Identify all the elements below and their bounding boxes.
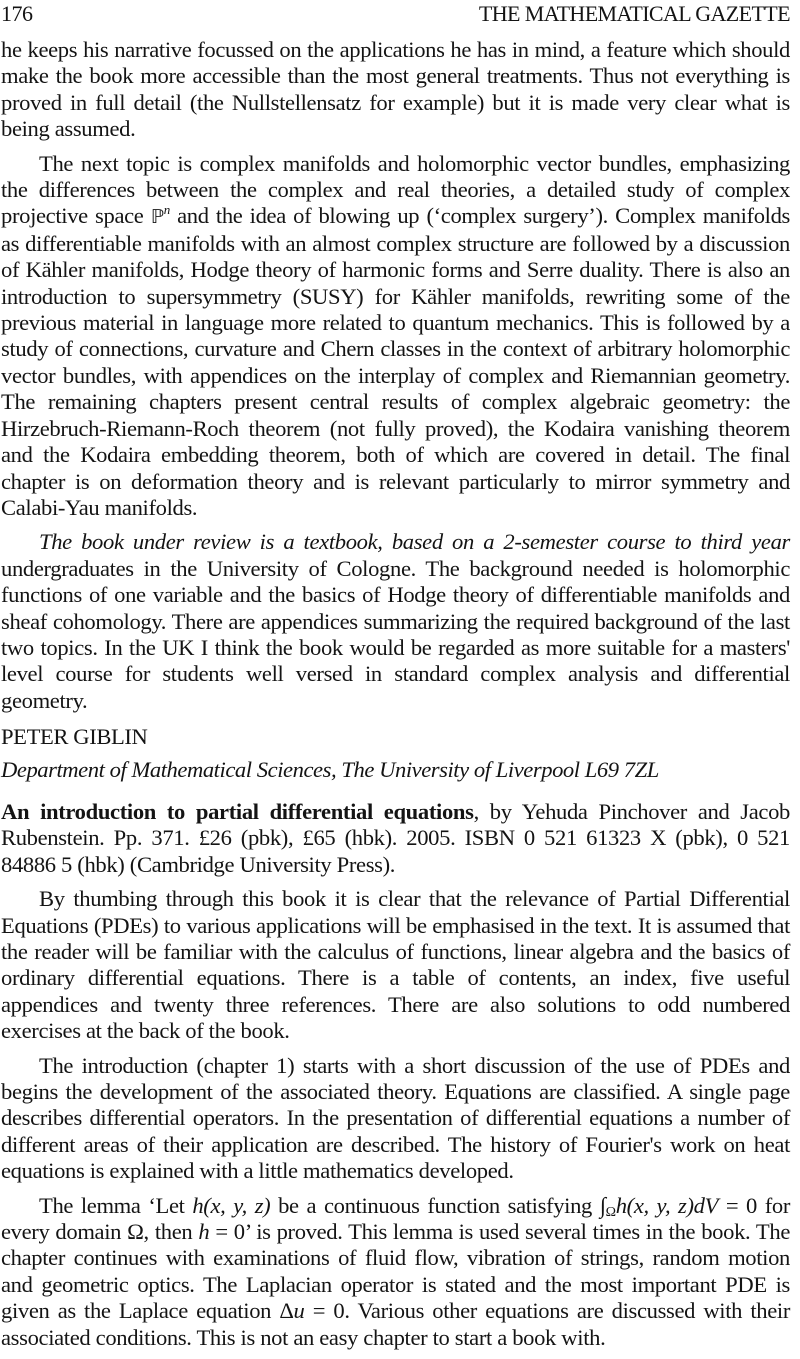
book-heading: [1, 799, 790, 878]
review1-paragraph-1: he keeps his narrative focussed on the applications he has in mind, a feature which should make the book more accessible than the most general treatments. Thus not everything is proved in full detail (the Nullstellensatz for example) but it is made very clear what is being assumed.: [1, 37, 790, 142]
review1-paragraph-2-part-b: and the idea of blowing up (‘complex surgery’). Complex manifolds as differentiable manifolds with an almost complex structure are followed by a discussion of Kähler manifolds, Hodge theory of harmonic forms and Serre duality. There is also an introduction to supersymmetry (SUSY) for Kähler manifolds, rewriting some of the previous material in language more related to quantum mechanics. This is followed by a study of connections, curvature and Chern classes in the context of arbitrary holomorphic vector bundles, with appendices on the interplay of complex and Riemannian geometry. The remaining chapters present central results of complex algebraic geometry: the Hirzebruch-Riemann-Roch theorem (not fully proved), the Kodaira vanishing theorem and the Kodaira embedding theorem, both of which are covered in detail. The final chapter is on deformation theory and is relevant particularly to mirror symmetry and Calabi-Yau manifolds.: [1, 203, 790, 520]
text-fragment: be a continuous function satisfying: [270, 1192, 600, 1218]
text-fragment: = 0. Various other equations are discussed with their associated conditions. This is not an easy chapter to start a book with.: [1, 1298, 790, 1350]
integral-symbol: ∫: [599, 1192, 606, 1218]
reviewer-affiliation: Department of Mathematical Sciences, The University of Liverpool L69 7ZL: [1, 756, 659, 782]
reviewer-name: PETER GIBLIN: [1, 724, 148, 750]
article-body: [1, 37, 790, 1351]
math-args: (x, y, z)dV: [626, 1192, 719, 1218]
text-fragment: = 0’ is proved. This lemma is used several times in the book. The chapter continues with examinations of fluid flow, vibration of strings, random motion and geometric optics. The Laplacian operator is stated and the most important PDE is given as the Laplace equation Δ: [1, 1219, 790, 1324]
omega-subscript: Ω: [605, 1204, 616, 1220]
text-fragment: The lemma ‘Let: [39, 1192, 193, 1218]
page-number: 176: [1, 1, 33, 26]
journal-title: THE MATHEMATICAL GAZETTE: [478, 1, 790, 26]
math-u: u: [293, 1298, 305, 1324]
review1-paragraph-2-part-a: The next topic is complex manifolds and holomorphic vector bundles, emphasizing the differences between the complex and real theories, a detailed study of complex projective space: [1, 150, 790, 229]
running-header: [1, 0, 790, 30]
review1-paragraph-3: [1, 529, 790, 714]
review2-paragraph-2: The introduction (chapter 1) starts with a short discussion of the use of PDEs and begins the development of the associated theory. Equations are classified. A single page describes differential operators. In the presentation of differential equations a number of different areas of their application are described. The history of Fourier's work on heat equations is explained with a little mathematics developed.: [1, 1052, 790, 1184]
projective-space-symbol: ℙ$^n$: [150, 202, 170, 229]
review1-paragraph-3-first-line: The book under review is a textbook, based on a 2-semester course to third year: [39, 529, 790, 555]
text-fragment: = 0 for every domain Ω, then: [1, 1192, 791, 1245]
math-h: h: [615, 1192, 627, 1218]
review2-paragraph-3: [1, 1193, 790, 1351]
math-h: h: [192, 1192, 204, 1218]
math-h: h: [198, 1219, 210, 1245]
math-args: (x, y, z): [203, 1192, 271, 1218]
review1-paragraph-2: [1, 151, 790, 522]
book-details: , by Yehuda Pinchover and Jacob Rubenstein. Pp. 371. £26 (pbk), £65 (hbk). 2005. ISBN 0 521 61323 X (pbk), 0 521 84886 5 (hbk) (Cambridge University Press).: [1, 798, 790, 877]
review1-paragraph-3-rest: undergraduates in the University of Cologne. The background needed is holomorphic functions of one variable and the basics of Hodge theory of differentiable manifolds and sheaf cohomology. There are appendices summarizing the required background of the last two topics. In the UK I think the book would be regarded as more suitable for a masters' level course for students well versed in standard complex analysis and differential geometry.: [1, 555, 790, 713]
review2-paragraph-1: By thumbing through this book it is clear that the relevance of Partial Differential Equations (PDEs) to various applications will be emphasised in the text. It is assumed that the reader will be familiar with the calculus of functions, linear algebra and the basics of ordinary differential equations. There is a table of contents, an index, five useful appendices and twenty three references. There are also solutions to odd numbered exercises at the back of the book.: [1, 886, 790, 1044]
book-title: An introduction to partial differential equations: [1, 798, 474, 824]
